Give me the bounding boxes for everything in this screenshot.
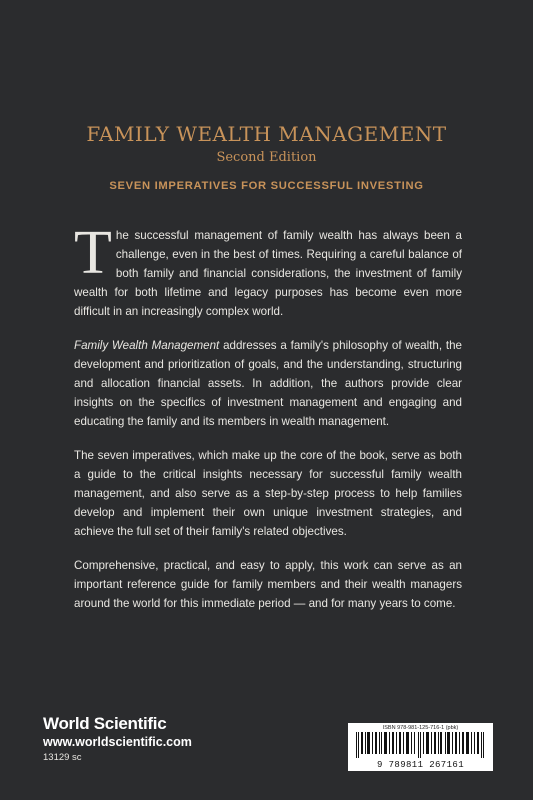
- book-name-italic: Family Wealth Management: [74, 339, 220, 352]
- barcode-number: 9 789811 267161: [376, 760, 464, 770]
- blurb-paragraph-2: [74, 336, 462, 431]
- blurb-paragraph-1: [74, 219, 462, 321]
- publisher-code: 13129 sc: [43, 752, 82, 763]
- book-title: FAMILY WEALTH MANAGEMENT: [86, 122, 447, 146]
- blurb: [74, 219, 463, 628]
- book-subtitle: SEVEN IMPERATIVES FOR SUCCESSFUL INVESTING: [109, 180, 424, 192]
- isbn-label: ISBN 978-981-125-716-1 (pbk): [382, 725, 459, 731]
- barcode-icon: [354, 732, 487, 758]
- edition-label: Second Edition: [216, 150, 317, 165]
- paragraph-1-text: he successful management of family wealth has always been a challenge, even in the best of times. Requiring a careful balance of both family and financial considerations, the investment of family wealth for both lifetime and legacy purposes has become even more difficult in an increasingly complex world.: [74, 229, 462, 318]
- blurb-paragraph-3: The seven imperatives, which make up the core of the book, serve as both a guide to the critical insights necessary for successful family wealth management, and also serve as a step-by-step process to help families develop and implement their own unique investment strategies, and achieve the full set of their family's related objectives.: [74, 449, 462, 538]
- blurb-paragraph-4: Comprehensive, practical, and easy to apply, this work can serve as an important reference guide for family members and their wealth managers around the world for this immediate period — and for many years to come.: [74, 559, 462, 610]
- publisher-name: World Scientific: [43, 714, 167, 733]
- drop-cap: T: [74, 219, 112, 287]
- barcode-area: [348, 723, 493, 771]
- publisher-block: [43, 714, 192, 763]
- publisher-url: www.worldscientific.com: [43, 735, 192, 749]
- paragraph-2-text: addresses a family's philosophy of wealth, the development and prioritization of goals, and the understanding, structuring and allocation financial assets. In addition, the authors provide clear insights on the specifics of investment management and engaging and educating the family and its members in wealth management.: [74, 339, 463, 428]
